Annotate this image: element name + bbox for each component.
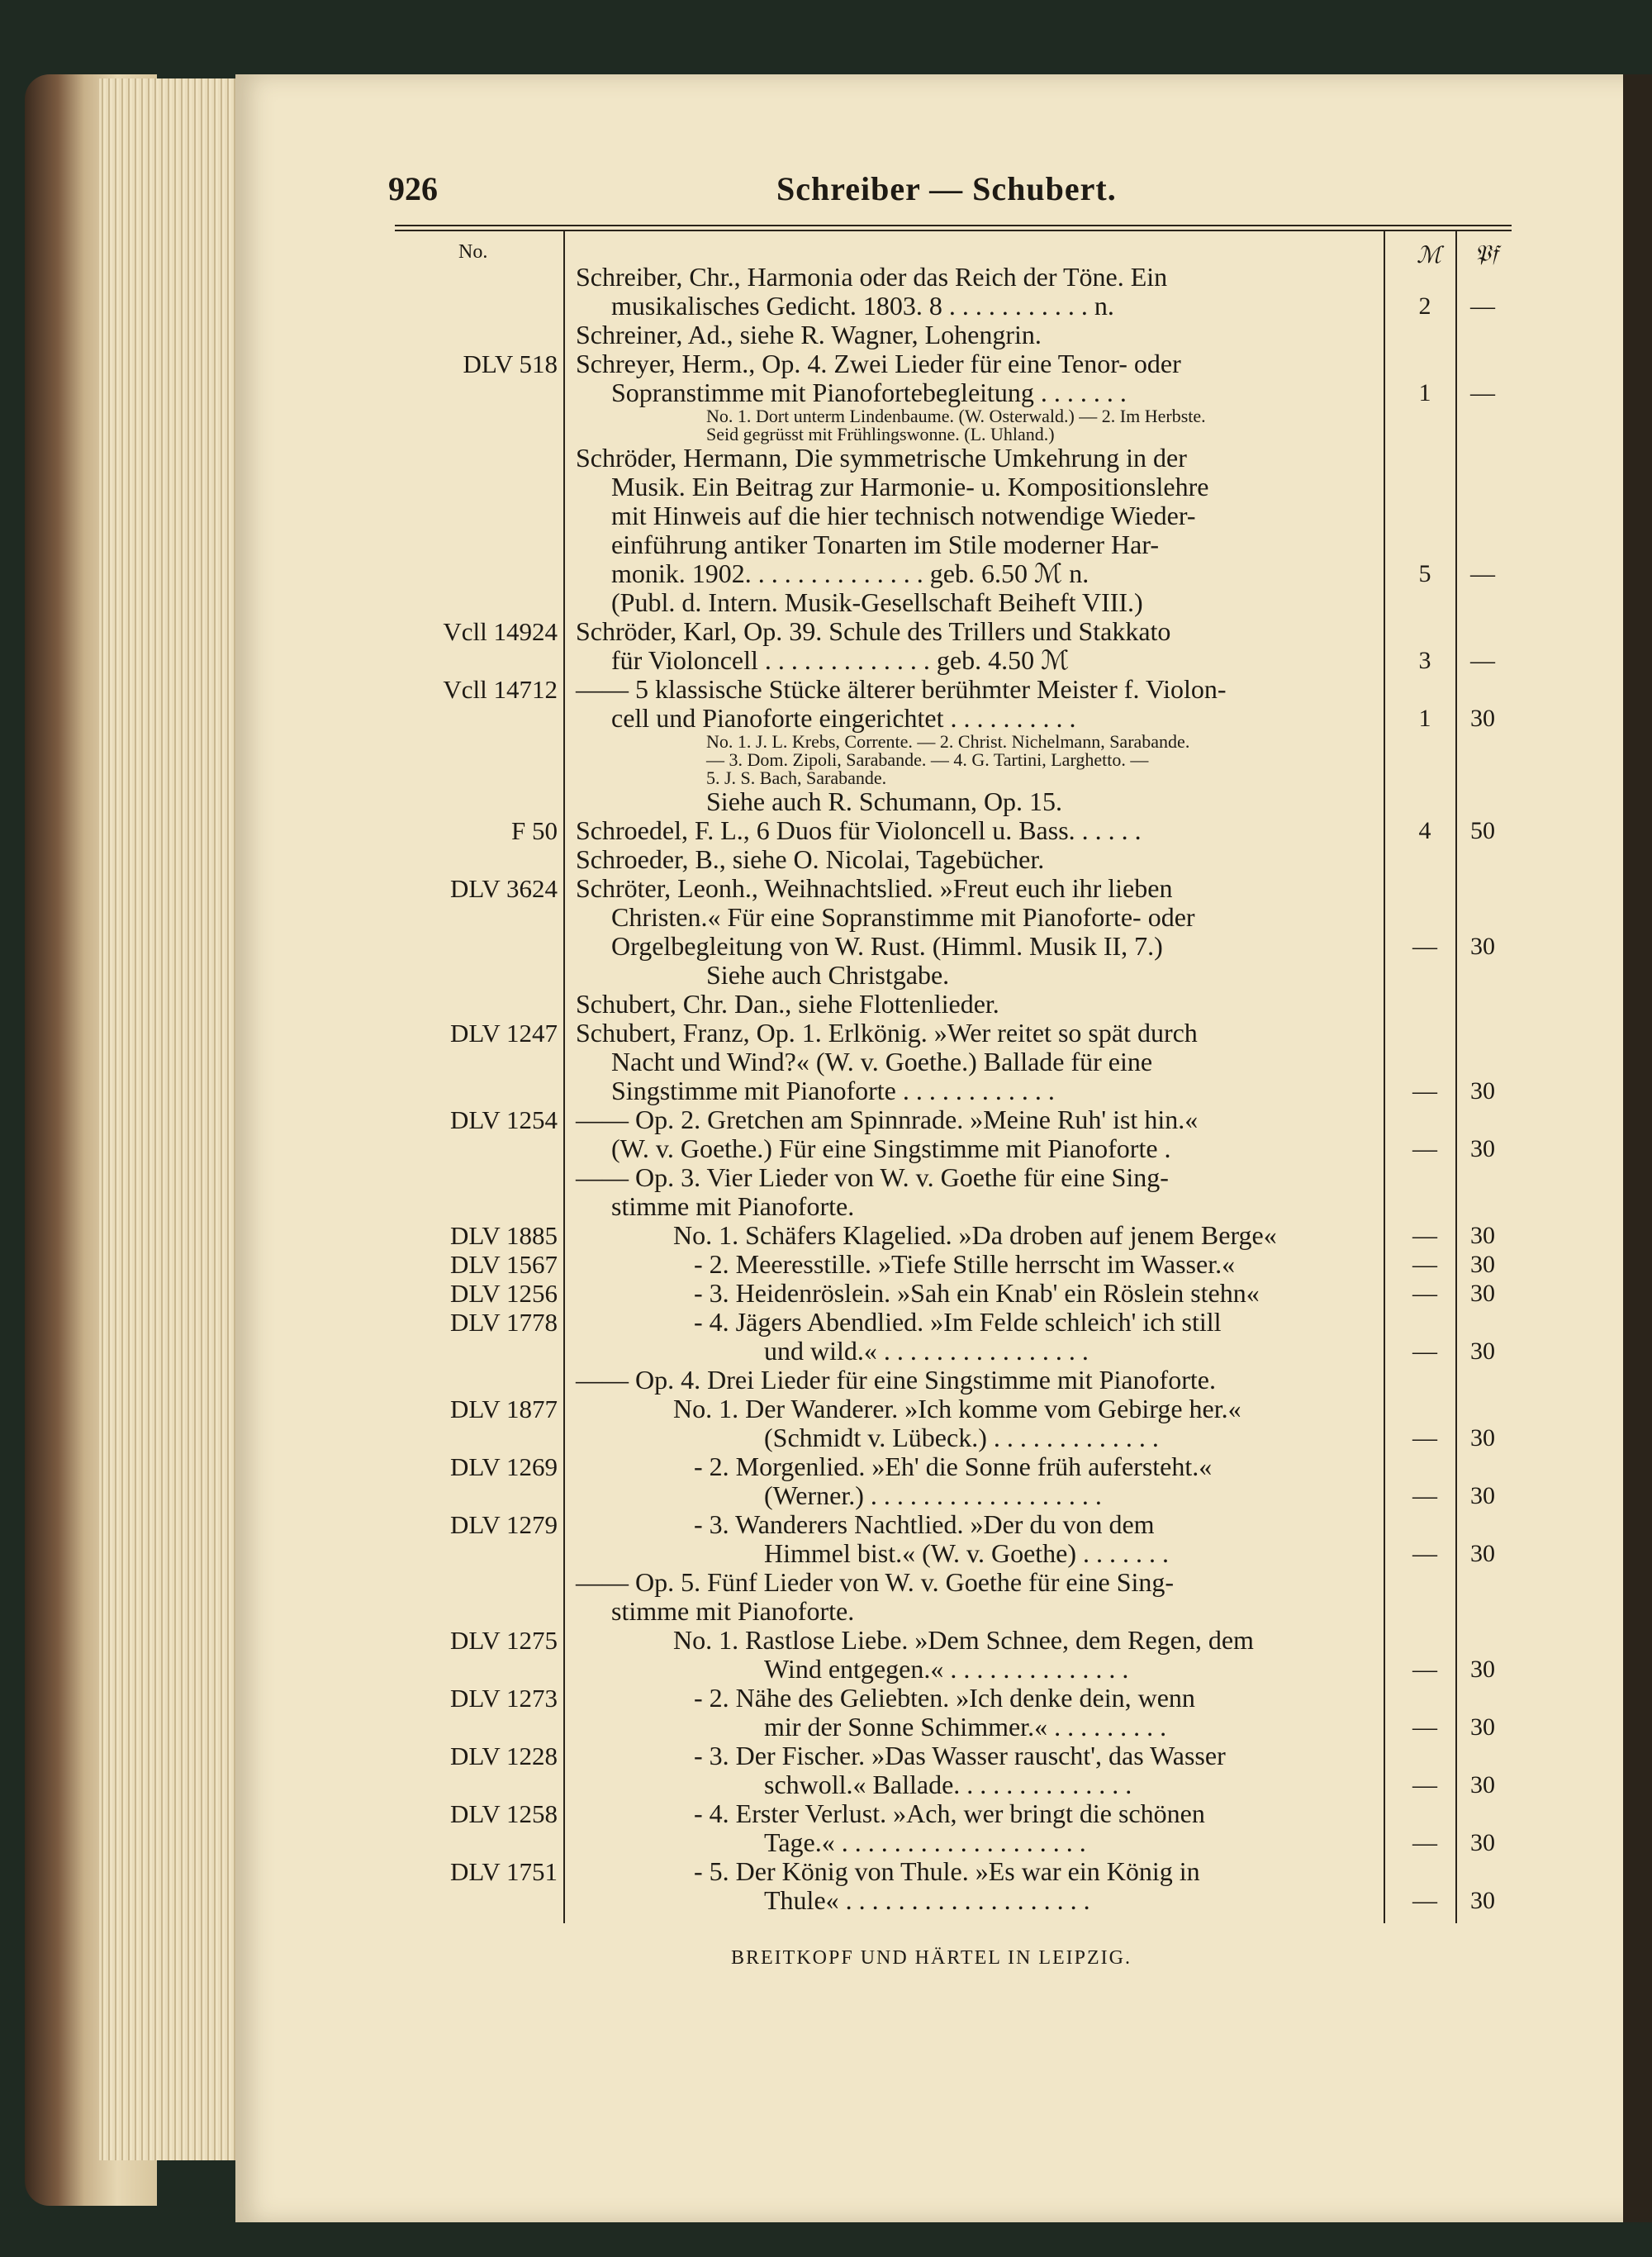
price-mark: — [1412,1251,1437,1278]
entry-text: - 3. Heidenröslein. »Sah ein Knab' ein Röslein stehn« [694,1278,1260,1308]
entry-text: Schroedel, F. L., 6 Duos für Violoncell u. Bass. . . . . . [576,815,1142,845]
price-mark: — [1412,1887,1437,1914]
catalog-row [0,321,1635,349]
catalog-row [0,1857,1635,1886]
entry-text: Schröder, Karl, Op. 39. Schule des Trillers und Stakkato [576,616,1171,646]
header-rule-top [395,225,1512,226]
price-pfennig: — [1470,647,1495,674]
catalog-row [0,1366,1635,1395]
catalog-row [0,704,1635,733]
entry-text: stimme mit Pianoforte. [611,1596,855,1626]
catalog-row [0,1048,1635,1076]
entry-text: Tage.« . . . . . . . . . . . . . . . . . . . [764,1827,1086,1857]
catalog-row [0,559,1635,588]
price-mark: — [1412,1656,1437,1683]
entry-text: schwoll.« Ballade. . . . . . . . . . . . . . [764,1770,1132,1799]
entry-text: Schroeder, B., siehe O. Nicolai, Tagebücher. [576,844,1045,874]
entry-text: Schreyer, Herm., Op. 4. Zwei Lieder für eine Tenor- oder [576,349,1181,378]
price-pfennig: 30 [1470,1887,1495,1914]
catalog-row [0,444,1635,473]
price-pfennig: 30 [1470,1077,1495,1105]
catalog-number: DLV 518 [463,349,558,378]
catalog-row [0,675,1635,704]
catalog-row [0,1279,1635,1308]
entry-text: - 3. Wanderers Nachtlied. »Der du von dem [694,1509,1155,1539]
catalog-row [0,588,1635,617]
catalog-number: DLV 3624 [449,874,558,903]
entry-text: Singstimme mit Pianoforte . . . . . . . . . . . . [611,1076,1055,1105]
entry-text: No. 1. Der Wanderer. »Ich komme vom Gebirge her.« [673,1394,1241,1423]
catalog-row [0,263,1635,292]
price-mark: — [1412,1077,1437,1105]
catalog-number: F 50 [511,816,558,845]
entry-text: musikalisches Gedicht. 1803. 8 . . . . . . . . . . . n. [611,291,1114,321]
catalog-row [0,292,1635,321]
publisher-footer: BREITKOPF UND HÄRTEL IN LEIPZIG. [731,1947,1132,1969]
price-mark: 1 [1418,705,1431,732]
catalog-row [0,1770,1635,1799]
catalog-number: Vcll 14712 [443,675,558,704]
price-pfennig: 30 [1470,933,1495,960]
catalog-row [0,733,1635,751]
catalog-row [0,845,1635,874]
catalog-number: Vcll 14924 [443,617,558,646]
catalog-row [0,1713,1635,1741]
price-pfennig: — [1470,292,1495,320]
entry-text: Schubert, Chr. Dan., siehe Flottenlieder. [576,989,999,1019]
catalog-row [0,473,1635,501]
catalog-row [0,1741,1635,1770]
price-mark: — [1412,1280,1437,1307]
entry-text: —— Op. 2. Gretchen am Spinnrade. »Meine Ruh' ist hin.« [576,1105,1199,1134]
entry-text: Schröder, Hermann, Die symmetrische Umkehrung in der [576,443,1187,473]
price-pfennig: 30 [1470,1656,1495,1683]
price-pfennig: 30 [1470,1540,1495,1567]
entry-text: Schreiber, Chr., Harmonia oder das Reich der Töne. Ein [576,262,1168,292]
catalog-row [0,1105,1635,1134]
catalog-number: DLV 1258 [449,1799,558,1828]
price-pfennig: 30 [1470,705,1495,732]
price-mark: — [1412,1482,1437,1509]
entry-text: —— Op. 3. Vier Lieder von W. v. Goethe für eine Sing- [576,1162,1169,1192]
entry-text: für Violoncell . . . . . . . . . . . . . geb. 4.50 ℳ [611,645,1070,675]
catalog-row [0,874,1635,903]
catalog-number: DLV 1275 [449,1626,558,1655]
catalog-row [0,816,1635,845]
catalog-row [0,1308,1635,1337]
entry-text: Schröter, Leonh., Weihnachtslied. »Freut euch ihr lieben [576,873,1173,903]
price-mark: — [1412,933,1437,960]
entry-text: Siehe auch R. Schumann, Op. 15. [706,786,1063,816]
entry-text: Siehe auch Christgabe. [706,960,950,990]
entry-text: —— 5 klassische Stücke älterer berühmter Meister f. Violon- [576,674,1227,704]
catalog-row [0,378,1635,407]
catalog-number: DLV 1256 [449,1279,558,1308]
page-number: 926 [388,170,438,207]
entry-text: — 3. Dom. Zipoli, Sarabande. — 4. G. Tartini, Larghetto. — [706,749,1149,770]
entry-text: 5. J. S. Bach, Sarabande. [706,767,887,788]
catalog-row [0,932,1635,961]
entry-text: mir der Sonne Schimmer.« . . . . . . . . . [764,1712,1167,1741]
entry-text: - 4. Erster Verlust. »Ach, wer bringt die schönen [694,1798,1205,1828]
price-mark: 1 [1418,379,1431,406]
price-pfennig: 30 [1470,1338,1495,1365]
entry-text: einführung antiker Tonarten im Stile moderner Har- [611,530,1159,559]
catalog-number: DLV 1254 [449,1105,558,1134]
catalog-row [0,1163,1635,1192]
catalog-number: DLV 1778 [449,1308,558,1337]
catalog-row [0,903,1635,932]
catalog-row [0,1134,1635,1163]
entry-text: Schreiner, Ad., siehe R. Wagner, Lohengrin. [576,320,1042,349]
price-pfennig: 30 [1470,1482,1495,1509]
price-mark: — [1412,1713,1437,1741]
catalog-number: DLV 1885 [449,1221,558,1250]
price-pfennig: — [1470,379,1495,406]
price-pfennig: 50 [1470,817,1495,844]
catalog-row [0,1828,1635,1857]
price-mark: — [1412,1135,1437,1162]
entry-text: - 2. Morgenlied. »Eh' die Sonne früh aufersteht.« [694,1452,1213,1481]
price-mark: 3 [1418,647,1431,674]
catalog-row [0,1568,1635,1597]
price-mark: — [1412,1540,1437,1567]
catalog-row [0,1799,1635,1828]
catalog-row [0,1597,1635,1626]
entry-text: - 4. Jägers Abendlied. »Im Felde schleich' ich still [694,1307,1222,1337]
price-pfennig: 30 [1470,1829,1495,1856]
entry-text: monik. 1902. . . . . . . . . . . . . . geb. 6.50 ℳ n. [611,558,1089,588]
catalog-row [0,1510,1635,1539]
entry-text: No. 1. J. L. Krebs, Corrente. — 2. Christ. Nichelmann, Sarabande. [706,731,1190,752]
price-mark: 2 [1418,292,1431,320]
catalog-row [0,787,1635,816]
price-pfennig: — [1470,560,1495,587]
entry-text: No. 1. Rastlose Liebe. »Dem Schnee, dem Regen, dem [673,1625,1254,1655]
entry-text: - 2. Meeresstille. »Tiefe Stille herrscht im Wasser.« [694,1249,1236,1279]
entry-text: Seid gegrüsst mit Frühlingswonne. (L. Uhland.) [706,424,1055,444]
price-pfennig: 30 [1470,1251,1495,1278]
entry-text: mit Hinweis auf die hier technisch notwendige Wieder- [611,501,1196,530]
header-rule-bottom [395,230,1512,231]
column-label-number: No. [458,241,488,263]
catalog-number: DLV 1751 [449,1857,558,1886]
catalog-row [0,1337,1635,1366]
catalog-row [0,1684,1635,1713]
page-header [388,169,1512,219]
entry-text: (Werner.) . . . . . . . . . . . . . . . . . . [764,1480,1102,1510]
entry-text: Schubert, Franz, Op. 1. Erlkönig. »Wer reitet so spät durch [576,1018,1198,1048]
entry-text: —— Op. 5. Fünf Lieder von W. v. Goethe für eine Sing- [576,1567,1175,1597]
entry-text: Christen.« Für eine Sopranstimme mit Pianoforte- oder [611,902,1195,932]
entry-text: - 2. Nähe des Geliebten. »Ich denke dein, wenn [694,1683,1195,1713]
catalog-row [0,1250,1635,1279]
price-mark: — [1412,1424,1437,1452]
price-mark: — [1412,1829,1437,1856]
price-pfennig: 30 [1470,1135,1495,1162]
catalog-row [0,751,1635,769]
catalog-number: DLV 1877 [449,1395,558,1423]
catalog-number: DLV 1567 [449,1250,558,1279]
price-mark: — [1412,1338,1437,1365]
entry-text: No. 1. Dort unterm Lindenbaume. (W. Osterwald.) — 2. Im Herbste. [706,406,1206,426]
entry-text: cell und Pianoforte eingerichtet . . . . . . . . . . [611,703,1076,733]
price-pfennig: 30 [1470,1771,1495,1798]
entry-text: Sopranstimme mit Pianofortebegleitung . . . . . . . [611,378,1127,407]
price-mark: 5 [1418,560,1431,587]
entry-text: und wild.« . . . . . . . . . . . . . . . . [764,1336,1089,1366]
catalog-row [0,1481,1635,1510]
entry-text: (Schmidt v. Lübeck.) . . . . . . . . . . . . . [764,1423,1159,1452]
catalog-row [0,646,1635,675]
catalog-row [0,1019,1635,1048]
catalog-row [0,1655,1635,1684]
catalog-row [0,349,1635,378]
entry-text: (W. v. Goethe.) Für eine Singstimme mit Pianoforte . [611,1133,1171,1163]
entry-text: —— Op. 4. Drei Lieder für eine Singstimme mit Pianoforte. [576,1365,1216,1395]
price-pfennig: 30 [1470,1280,1495,1307]
entry-text: (Publ. d. Intern. Musik-Gesellschaft Beiheft VIII.) [611,587,1143,617]
price-mark: — [1412,1771,1437,1798]
catalog-row [0,1886,1635,1915]
price-mark: — [1412,1222,1437,1249]
catalog-row [0,425,1635,444]
catalog-number: DLV 1247 [449,1019,558,1048]
catalog-row [0,1192,1635,1221]
entry-text: Himmel bist.« (W. v. Goethe) . . . . . . . [764,1538,1170,1568]
entry-text: Musik. Ein Beitrag zur Harmonie- u. Kompositionslehre [611,472,1209,501]
running-head: Schreiber — Schubert. [776,170,1117,207]
catalog-row [0,617,1635,646]
catalog-row [0,530,1635,559]
column-label-mark: ℳ [1417,243,1441,268]
entry-text: Thule« . . . . . . . . . . . . . . . . . . . [764,1885,1090,1915]
catalog-number: DLV 1269 [449,1452,558,1481]
catalog-row [0,1076,1635,1105]
price-pfennig: 30 [1470,1222,1495,1249]
entry-text: Wind entgegen.« . . . . . . . . . . . . . . [764,1654,1129,1684]
catalog-row [0,1395,1635,1423]
price-pfennig: 30 [1470,1713,1495,1741]
entry-text: - 3. Der Fischer. »Das Wasser rauscht', das Wasser [694,1741,1226,1770]
catalog-row [0,961,1635,990]
catalog-row [0,1423,1635,1452]
catalog-row [0,407,1635,425]
catalog-row [0,1539,1635,1568]
catalog-row [0,501,1635,530]
catalog-number: DLV 1279 [449,1510,558,1539]
catalog-number: DLV 1273 [449,1684,558,1713]
catalog-row [0,990,1635,1019]
entry-text: - 5. Der König von Thule. »Es war ein König in [694,1856,1200,1886]
catalog-number: DLV 1228 [449,1741,558,1770]
price-pfennig: 30 [1470,1424,1495,1452]
price-mark: 4 [1418,817,1431,844]
catalog-row [0,769,1635,787]
entry-text: Nacht und Wind?« (W. v. Goethe.) Ballade für eine [611,1047,1153,1076]
entry-text: stimme mit Pianoforte. [611,1191,855,1221]
entry-text: Orgelbegleitung von W. Rust. (Himml. Musik II, 7.) [611,931,1163,961]
catalog-row [0,1452,1635,1481]
catalog-row [0,1626,1635,1655]
entry-text: No. 1. Schäfers Klagelied. »Da droben auf jenem Berge« [673,1220,1277,1250]
catalog-row [0,1221,1635,1250]
column-label-pfennig: 𝔓𝔣 [1474,241,1498,267]
